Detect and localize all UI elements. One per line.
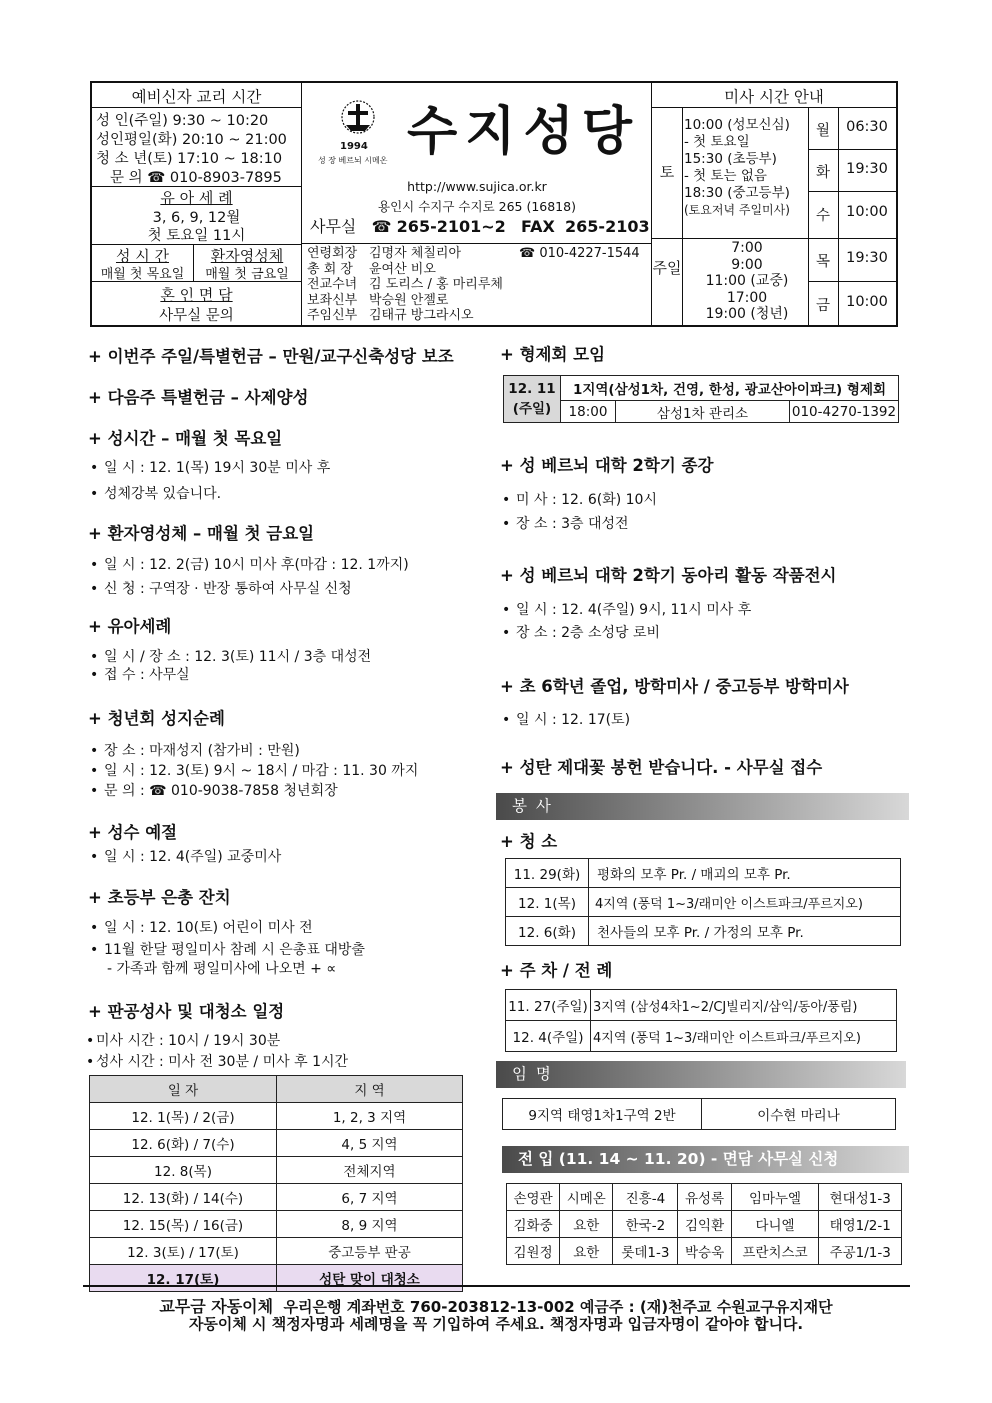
appointment-band: 임 명 [496, 1061, 906, 1088]
church-address: 용인시 수지구 수지로 265 (16818) [378, 199, 576, 214]
bulletin-header [90, 81, 898, 327]
table-row: 12. 6(화) / 7(수) 4, 5 지역 [90, 1130, 463, 1157]
notice-christmas-flowers: + 성탄 제대꽃 봉헌 받습니다. - 사무실 접수 [500, 758, 823, 777]
bullet-item: • 일 시 / 장 소 : 12. 3(토) 11시 / 3층 대성전 [90, 649, 372, 665]
staff-list [307, 246, 640, 324]
parking-title: + 주 차 / 전 례 [500, 961, 613, 980]
table-row: 손영관 시메온 진흥-4 유성록 임마누엘 현대성1-3 [507, 1184, 902, 1211]
notice-adoration: + 성시간 – 매월 첫 목요일 [88, 429, 283, 448]
church-name: 수지성당 [407, 102, 640, 162]
bullet-item: • 일 시 : 12. 4(주일) 9시, 11시 미사 후 [502, 602, 752, 618]
notice-youth-pilgrimage: + 청년회 성지순례 [88, 709, 225, 728]
weekday-time: 10:00 [846, 204, 888, 220]
table-row: 9지역 태영1차1구역 2반 이수현 마리나 [503, 1099, 896, 1130]
table-row: 12. 6(화) 천사들의 모후 Pr. / 가정의 모후 Pr. [506, 917, 901, 946]
footer-account: 우리은행 계좌번호 760-203812-13-002 예금주 : (재)천주교 수원교구유지재단 [283, 1298, 833, 1316]
sick-communion-when: 매월 첫 금요일 [205, 267, 289, 282]
mass-title: 미사 시간 안내 [724, 88, 824, 106]
confession-table [89, 1075, 463, 1292]
appointment-table [502, 1098, 896, 1130]
weekday-label: 월 [815, 123, 830, 139]
weekday-label: 금 [815, 298, 830, 314]
weekday-time: 19:30 [846, 161, 888, 177]
staff-name: 김명자 체칠리아 [369, 246, 462, 261]
brotherhood-time: 18:00 [561, 401, 616, 423]
bullet-item: • 일 시 : 12. 2(금) 10시 미사 후(마감 : 12. 1까지) [90, 557, 409, 573]
notice-next-offering: + 다음주 특별헌금 – 사제양성 [88, 388, 309, 407]
notice-brotherhood: + 형제회 모임 [500, 345, 606, 364]
notice-vacation-mass: + 초 6학년 졸업, 방학미사 / 중고등부 방학미사 [500, 677, 849, 696]
footer-divider [83, 1285, 910, 1287]
logo-caption: 성 장 베르뇌 시메온 [318, 156, 388, 165]
service-band: 봉 사 [496, 793, 909, 820]
parking-table [505, 989, 897, 1052]
fax-label: FAX [521, 217, 555, 236]
staff-role: 주임신부 [307, 308, 358, 323]
mass-schedule [652, 83, 896, 325]
bullet-item: • 성체강복 있습니다. [90, 486, 222, 502]
logo-year: 1994 [340, 141, 368, 152]
phone-icon: ☎ [371, 217, 392, 236]
table-row: 김원정 요한 롯데1-3 박승욱 프란치스코 주공1/1-3 [507, 1238, 902, 1265]
catechism-row: 청 소 년(토) 17:10 ~ 18:10 [96, 151, 283, 167]
notice-grace-festival: + 초등부 은총 잔치 [88, 888, 231, 907]
staff-name: 박승원 안젤로 [369, 292, 449, 308]
table-row: 12. 3(토) / 17(토) 중고등부 판공 [90, 1238, 463, 1265]
notice-holy-water: + 성수 예절 [88, 823, 178, 842]
catechism-row: 성인평일(화) 20:10 ~ 21:00 [96, 132, 287, 148]
saturday-times [684, 117, 808, 219]
catechism-title: 예비신자 교리 시간 [131, 88, 262, 106]
table-header: 지 역 [277, 1076, 463, 1103]
bullet-item: • 장 소 : 2층 소성당 로비 [502, 625, 661, 641]
bullet-item: • 성사 시간 : 미사 전 30분 / 미사 후 1시간 [86, 1054, 349, 1070]
catechism-contact: 문 의 ☎ 010-8903-7895 [110, 170, 282, 186]
church-logo [332, 95, 384, 145]
table-row: 11. 29(화) 평화의 모후 Pr. / 매괴의 모후 Pr. [506, 859, 901, 888]
saturday-label: 토 [659, 163, 675, 181]
notice-special-offering: + 이번주 주일/특별헌금 – 만원/교구신축성당 보조 [88, 347, 454, 366]
marriage-title: 혼 인 면 담 [160, 286, 233, 304]
bullet-item: • 접 수 : 사무실 [90, 667, 190, 683]
weekday-time: 06:30 [846, 119, 888, 135]
bullet-item: • 일 시 : 12. 17(토) [502, 712, 631, 728]
fax-number: 265-2103 [565, 217, 650, 236]
cleaning-table [505, 858, 901, 946]
brotherhood-place: 삼성1차 관리소 [616, 401, 790, 423]
bullet-item: • 미 사 : 12. 6(화) 10시 [502, 492, 657, 508]
office-phone: 265-2101~2 [396, 217, 506, 236]
bullet-item: • 신 청 : 구역장 · 반장 통하여 사무실 신청 [90, 581, 352, 597]
sunday-label: 주일 [652, 259, 682, 277]
sunday-times [686, 240, 808, 323]
staff-name: 김 도리스 / 홍 마리루체 [369, 277, 503, 292]
header-left-panel [92, 83, 302, 325]
transfer-band: 전 입 (11. 14 ~ 11. 20) - 면담 사무실 신청 [502, 1146, 909, 1173]
brotherhood-table [503, 375, 899, 423]
marriage-when: 사무실 문의 [159, 308, 234, 324]
bullet-item: • 일 시 : 12. 4(주일) 교중미사 [90, 849, 282, 865]
mass-time: (토요저녁 주일미사) [684, 203, 790, 217]
table-header: 일 자 [90, 1076, 277, 1103]
infant-baptism-title: 유 아 세 례 [160, 189, 233, 207]
mass-time: 9:00 [731, 256, 763, 273]
brotherhood-date: 12. 11 (주일) [504, 376, 561, 423]
infant-baptism-months: 3, 6, 9, 12월 [152, 210, 241, 226]
weekday-label: 목 [815, 254, 830, 270]
footer-title: 교무금 자동이체 [159, 1297, 274, 1316]
table-row: 12. 4(주일) 4지역 (풍덕 1~3/래미안 이스트파크/푸르지오) [506, 1021, 897, 1052]
staff-name: 김태규 방그라시오 [369, 308, 474, 323]
infant-baptism-day: 첫 토요일 11시 [147, 228, 246, 244]
staff-role: 총 회 장 [307, 261, 353, 277]
mass-time: - 첫 토는 없음 [684, 168, 767, 184]
bullet-item: • 11월 한달 평일미사 참례 시 은총표 대방출 [90, 942, 365, 958]
staff-role: 전교수녀 [307, 277, 358, 292]
weekday-time: 19:30 [846, 250, 888, 266]
table-row: 12. 15(목) / 16(금) 8, 9 지역 [90, 1211, 463, 1238]
brotherhood-title: 1지역(삼성1차, 건영, 한성, 광교산아이파크) 형제회 [561, 376, 899, 401]
footer-line-2: 자동이체 시 책정자명과 세례명을 꼭 기입하여 주세요. 책정자명과 입금자명이 같아야 합니다. [188, 1315, 804, 1333]
weekday-label: 화 [815, 165, 830, 181]
weekday-time: 10:00 [846, 294, 888, 310]
bullet-subitem: - 가족과 함께 평일미사에 나오면 + ∝ [107, 961, 337, 977]
notice-university-closing: + 성 베르뇌 대학 2학기 종강 [500, 456, 714, 475]
table-row: 12. 13(화) / 14(수) 6, 7 지역 [90, 1184, 463, 1211]
brotherhood-phone: 010-4270-1392 [790, 401, 899, 423]
staff-phone: ☎ 010-4227-1544 [519, 246, 640, 261]
staff-role: 보좌신부 [307, 292, 358, 308]
table-row: 11. 27(주일) 3지역 (삼성4차1~2/CJ빌리지/삼익/동아/풍림) [506, 990, 897, 1021]
bullet-item: • 문 의 : ☎ 010-9038-7858 청년회장 [90, 783, 338, 799]
cleaning-title: + 청 소 [500, 832, 558, 851]
table-row-highlight: 12. 17(토) 성탄 맞이 대청소 [90, 1265, 463, 1292]
mass-time: - 첫 토요일 [684, 134, 750, 150]
bullet-item: • 일 시 : 12. 3(토) 9시 ~ 18시 / 마감 : 11. 30 까지 [90, 763, 419, 779]
bullet-item: • 일 시 : 12. 1(목) 19시 30분 미사 후 [90, 460, 331, 476]
office-contact [310, 214, 650, 237]
bullet-item: • 장 소 : 3층 대성전 [502, 516, 629, 532]
table-row: 12. 1(목) / 2(금) 1, 2, 3 지역 [90, 1103, 463, 1130]
weekday-label: 수 [815, 208, 830, 224]
mass-time: 15:30 (초등부) [684, 151, 777, 167]
office-label: 사무실 [310, 217, 357, 236]
mass-time: 17:00 [726, 289, 768, 306]
sick-communion-title: 환자영성체 [210, 247, 284, 265]
table-row: 김화중 요한 한국-2 김익환 다니엘 태영1/2-1 [507, 1211, 902, 1238]
adoration-title: 성 시 간 [115, 247, 169, 265]
mass-time: 18:30 (중고등부) [684, 185, 790, 201]
bullet-item: • 미사 시간 : 10시 / 19시 30분 [86, 1033, 281, 1049]
bullet-item: • 일 시 : 12. 10(토) 어린이 미사 전 [90, 920, 313, 936]
notice-infant-baptism: + 유아세례 [88, 617, 172, 636]
header-center-panel [302, 83, 652, 325]
website-link[interactable]: http://www.sujica.or.kr [407, 179, 547, 194]
catechism-row: 성 인(주일) 9:30 ~ 10:20 [96, 113, 269, 129]
mass-time: 11:00 (교중) [705, 273, 789, 289]
staff-name: 윤여산 비오 [369, 261, 436, 277]
notice-club-exhibition: + 성 베르뇌 대학 2학기 동아리 활동 작품전시 [500, 566, 837, 585]
bullet-item: • 장 소 : 마재성지 (참가비 : 만원) [90, 743, 300, 759]
table-row: 12. 8(목) 전체지역 [90, 1157, 463, 1184]
staff-role: 연령회장 [307, 246, 358, 261]
adoration-when: 매월 첫 목요일 [100, 267, 185, 282]
notice-sick-communion: + 환자영성체 – 매월 첫 금요일 [88, 524, 315, 543]
table-row: 12. 1(목) 4지역 (풍덕 1~3/래미안 이스트파크/푸르지오) [506, 888, 901, 917]
notice-confession-schedule: + 판공성사 및 대청소 일정 [88, 1002, 285, 1021]
mass-time: 19:00 (청년) [705, 306, 789, 322]
mass-time: 10:00 (성모신심) [684, 117, 790, 133]
transfer-table [506, 1183, 902, 1265]
mass-time: 7:00 [731, 240, 763, 256]
